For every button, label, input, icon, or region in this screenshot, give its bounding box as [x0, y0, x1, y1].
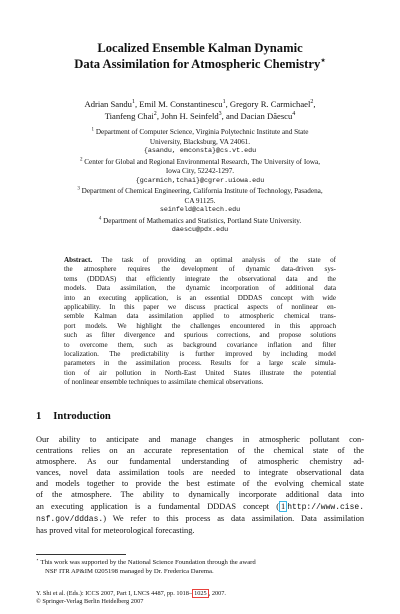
affiliation-line — [36, 217, 364, 227]
title-line-2-text: Data Assimilation for Atmospheric Chemistry — [74, 57, 321, 71]
title-line-2 — [0, 56, 400, 72]
affiliation-line — [36, 187, 364, 197]
affiliations — [36, 128, 364, 237]
abstract-line — [64, 312, 336, 321]
affiliation-text: CA 91125. — [184, 196, 216, 205]
section-number: 1 — [36, 411, 42, 422]
author-line-2 — [0, 110, 400, 122]
author-name: John H. Seinfeld — [161, 111, 219, 121]
affiliation-line — [36, 128, 364, 138]
affiliation-text: Department of Mathematics and Statistics, Portland State University. — [103, 216, 302, 225]
dddas-url-link-part-1[interactable]: http://www.cise. — [287, 502, 364, 512]
footnote-text-1: This work was supported by the National Science Foundation through the award — [40, 559, 256, 566]
pubinfo-year: , 2007. — [208, 590, 227, 597]
pubinfo-text: Y. Shi et al. (Eds.): ICCS 2007, Part I, LNCS 4487, pp. 1018– — [36, 590, 193, 597]
title-line-1: Localized Ensemble Kalman Dynamic — [97, 41, 303, 55]
abstract-text: semble Kalman data assimilation applied to atmospheric chemical trans- — [64, 312, 336, 321]
footnote — [36, 559, 364, 576]
footnote-line-2: NSF ITR AP&IM 0205198 managed by Dr. Frederica Darema. — [45, 567, 214, 575]
affiliation-line — [36, 158, 364, 168]
abstract-line — [64, 284, 336, 293]
body-line: vances, novel data assimilation tools are needed to integrate observational data — [36, 468, 364, 478]
affiliation-item — [36, 187, 364, 216]
affiliation-mark: 3 — [77, 186, 80, 192]
citation-link[interactable]: 1 — [281, 501, 286, 511]
section-heading — [36, 411, 111, 422]
body-line — [36, 513, 364, 525]
author-name: Tianfeng Chai — [104, 111, 154, 121]
abstract-line — [64, 303, 336, 312]
abstract-text: parameters in the assimilation process. Results for a large scale simula- — [64, 359, 336, 368]
author-name: Dacian Dăescu — [240, 111, 293, 121]
author-affiliation-mark: 2 — [153, 111, 157, 118]
abstract-text: to overcome them, such as background covariance inflation and filter — [64, 340, 336, 349]
author-separator: , and — [221, 111, 241, 121]
page-range-link[interactable]: 1025 — [194, 590, 207, 597]
abstract-text: port models. We highlight the challenges encountered in this approach — [64, 321, 336, 330]
affiliation-text: University, Blacksburg, VA 24061. — [149, 137, 251, 146]
abstract-line — [64, 265, 336, 274]
dddas-url-link-part-2[interactable]: nsf.gov/dddas. — [36, 514, 104, 524]
author-affiliation-mark: 2 — [310, 99, 314, 106]
abstract-line — [64, 359, 336, 368]
author-affiliation-mark: 3 — [218, 111, 222, 118]
affiliation-line — [36, 138, 364, 148]
body-line — [36, 501, 364, 513]
publication-info — [36, 590, 364, 606]
footnote-line-1 — [36, 559, 364, 568]
affiliation-item — [36, 158, 364, 187]
abstract-text: tion of air pollution in North-East United States illustrate the potential — [64, 368, 336, 377]
body-line: atmosphere. As our fundamental understanding of atmospheric chemistry ad- — [36, 457, 364, 467]
author-name: Emil M. Constantinescu — [139, 99, 223, 109]
author-line-1 — [0, 98, 400, 110]
footnote-divider — [36, 554, 126, 555]
abstract-text: localization. The predictability is further improved by including model — [64, 350, 336, 359]
affiliation-mark: 4 — [98, 216, 102, 222]
abstract-line — [64, 369, 336, 378]
body-text — [36, 434, 364, 536]
abstract-text: into an executing application, is an essential DDDAS concept with wide — [64, 293, 336, 302]
abstract-line — [64, 275, 336, 284]
abstract-line — [64, 294, 336, 303]
author-affiliation-mark: 1 — [222, 99, 226, 106]
affiliation-email: seinfeld@caltech.edu — [159, 206, 241, 214]
title-footnote-mark: ⋆ — [320, 54, 326, 65]
body-line: Our ability to anticipate and manage changes in atmospheric pollutant con- — [36, 435, 364, 444]
affiliation-text: Iowa City, 52242-1297. — [165, 167, 235, 175]
author-separator: , — [156, 111, 162, 121]
abstract-text: models. Data assimilation, the dynamic incorporation of additional data — [64, 284, 336, 293]
affiliation-text: Department of Computer Science, Virginia Polytechnic Institute and State — [95, 128, 309, 136]
affiliation-item — [36, 217, 364, 236]
author-name: Gregory R. Carmichael — [229, 99, 311, 109]
affiliation-email: daescu@pdx.edu — [171, 226, 229, 234]
abstract-label: Abstract. — [64, 256, 93, 264]
affiliation-line — [36, 167, 364, 177]
abstract-line — [64, 341, 336, 350]
abstract-line — [64, 322, 336, 331]
body-line-7-text: an executing application is a fundamental DDDAS concept ( — [36, 501, 280, 511]
affiliation-line — [36, 197, 364, 207]
affiliation-email: {gcarmich,tchai}@cgrer.uiowa.edu — [135, 176, 265, 185]
abstract-line — [64, 256, 336, 265]
body-lines — [36, 434, 364, 501]
author-separator: , — [135, 99, 140, 109]
affiliation-mark: 2 — [79, 157, 83, 163]
affiliation-item — [36, 128, 364, 157]
abstract-line — [64, 350, 336, 359]
footnote-mark: ⋆ — [36, 557, 39, 563]
affiliation-mark: 1 — [91, 127, 95, 133]
affiliation-text: Center for Global and Regional Environmental Research, The University of Iowa, — [84, 157, 321, 166]
body-line: and models together to provide the best estimate of the evolving chemical state — [36, 479, 364, 489]
body-line: of the atmosphere. The ability to dynamically incorporate additional data into — [36, 490, 364, 500]
abstract-line — [64, 378, 336, 387]
author-affiliation-mark: 1 — [131, 99, 135, 106]
author-affiliation-mark: 4 — [292, 111, 296, 118]
abstract-text: the atmosphere requires the development of dynamic data-driven sys- — [64, 265, 336, 274]
abstract-text: applicability. In this paper we discuss practical aspects of nonlinear en- — [64, 303, 336, 312]
abstract-text: The task of providing an optimal analysis of the state of — [101, 256, 336, 264]
abstract-text: of nonlinear ensemble techniques to assimilate chemical observations. — [64, 378, 264, 387]
author-separator: , — [313, 99, 316, 109]
abstract-line — [64, 331, 336, 340]
affiliation-email: {asandu, emconsta}@cs.vt.edu — [143, 147, 257, 155]
abstract — [64, 256, 336, 388]
author-list — [0, 98, 400, 122]
author-separator: , — [225, 99, 230, 109]
body-line: centrations relies on an accurate representation of the chemical state of the — [36, 446, 364, 456]
pubinfo-line-1 — [36, 590, 364, 598]
section-title: Introduction — [53, 411, 111, 422]
author-name: Adrian Sandu — [84, 99, 132, 109]
paper-title — [0, 40, 400, 72]
body-line: has proved vital for meteorological forecasting. — [36, 525, 195, 535]
body-line-8-text: ) We refer to this process as data assimilation. Data assimilation — [103, 513, 364, 523]
copyright-line: © Springer-Verlag Berlin Heidelberg 2007 — [36, 598, 144, 606]
abstract-text: such as filter divergence and spurious corrections, and propose solutions — [64, 331, 336, 340]
affiliation-text: Department of Chemical Engineering, California Institute of Technology, Pasadena, — [81, 187, 323, 195]
abstract-text: tems (DDDAS) that efficiently integrate the observational data and the — [64, 274, 336, 283]
